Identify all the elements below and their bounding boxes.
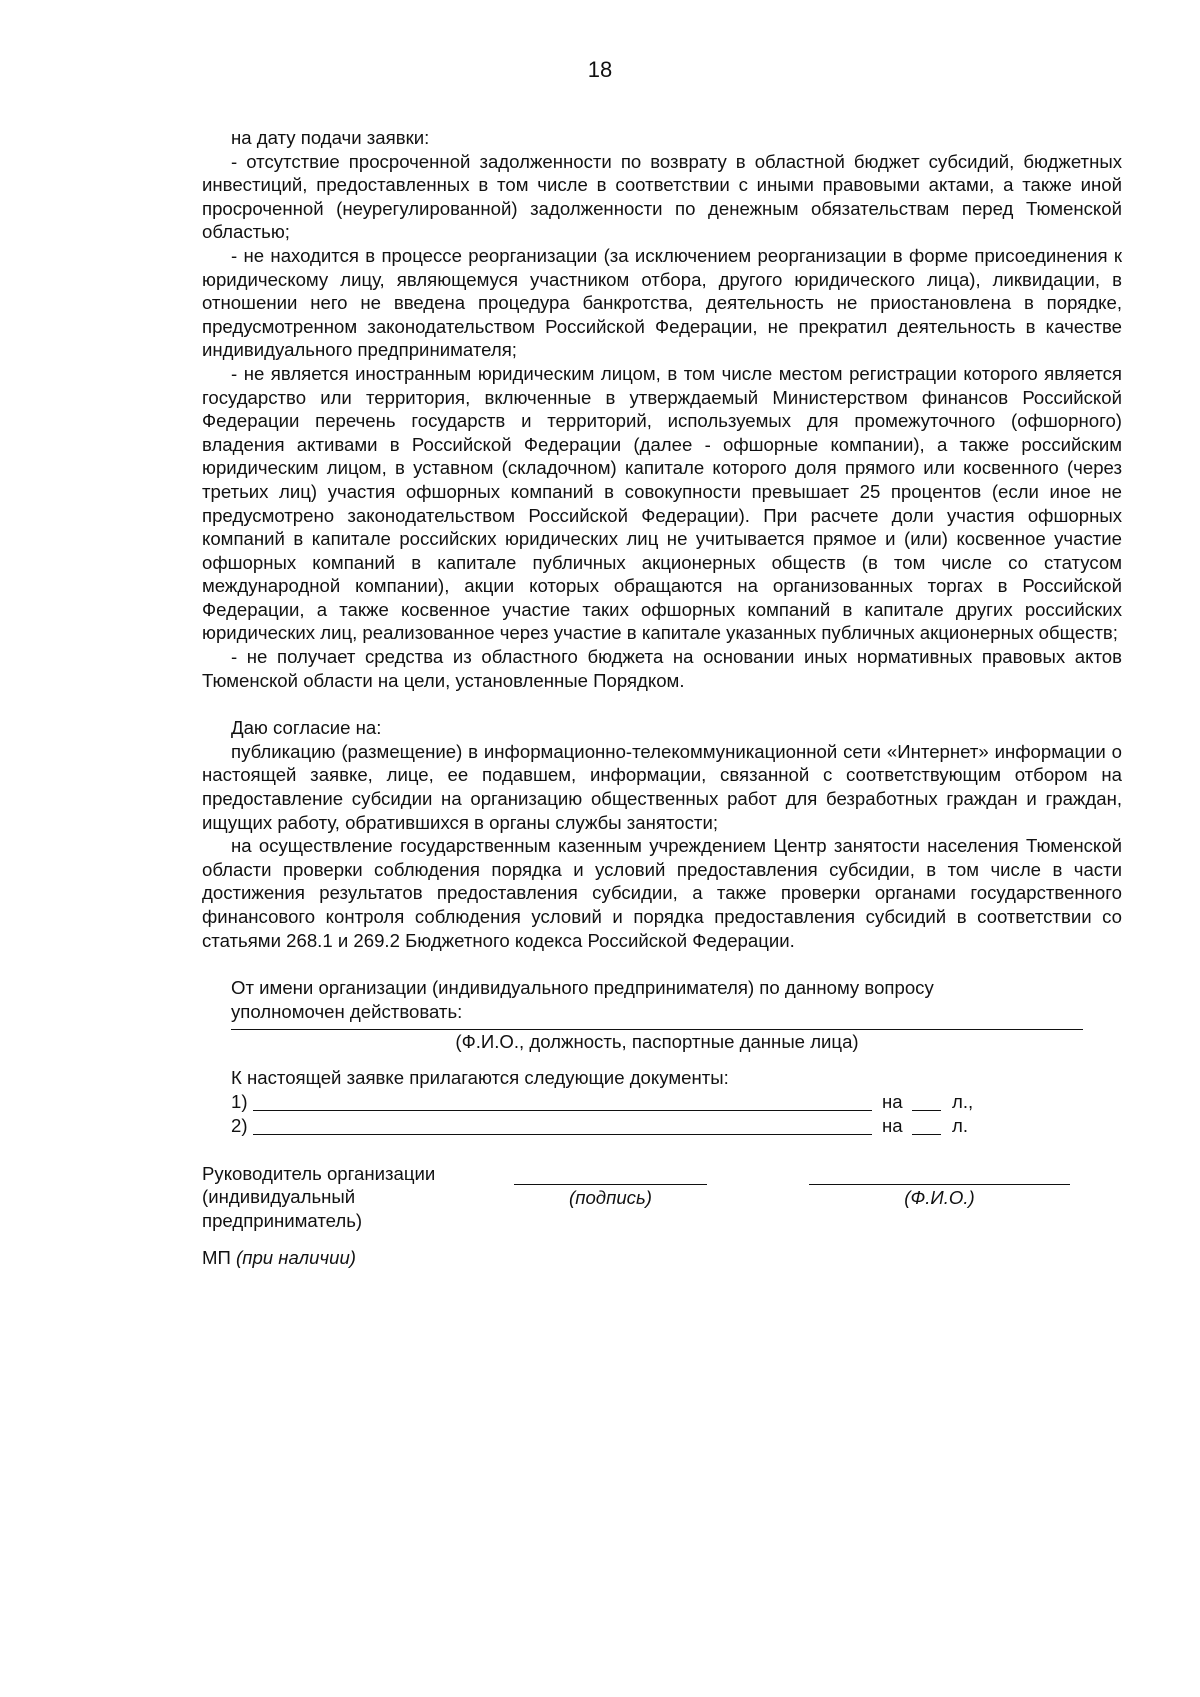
attachment-na: на (882, 1090, 903, 1112)
attachment-number: 1) (231, 1090, 248, 1112)
spacer (202, 1054, 1122, 1066)
attachment-na: на (882, 1114, 903, 1136)
attachments-heading: К настоящей заявке прилагаются следующие документы: (231, 1066, 729, 1088)
spacer (202, 1138, 1122, 1162)
authorized-text: От имени организации (индивидуального предпринимателя) по данному вопросу уполномочен действовать: (231, 977, 934, 1022)
requirement-item: - не получает средства из областного бюджета на основании иных нормативных правовых актов Тюменской области на цели, установленные Порядком. (202, 646, 1122, 691)
intro-line: на дату подачи заявки: (231, 127, 430, 148)
document-body (202, 126, 1122, 1269)
attachment-number: 2) (231, 1114, 248, 1136)
consent-item: на осуществление государственным казенным учреждением Центр занятости населения Тюменской области проверки соблюдения порядка и условий предоставления субсидии, в том числе в части достижения результатов предоставления субсидии, а также проверки органами государственного финансового контроля соблюдения условий и порядка предоставления субсидий в соответствии со статьями 268.1 и 269.2 Бюджетного кодекса Российской Федерации. (202, 835, 1122, 951)
stamp-label: МП (202, 1246, 231, 1268)
attachment-pages-line[interactable] (912, 1110, 941, 1111)
attachment-suffix: л. (952, 1114, 969, 1136)
stamp-line (202, 1246, 1122, 1270)
attachment-row (231, 1090, 1122, 1114)
signatory-role-line: (индивидуальный (202, 1186, 356, 1208)
signature-block (202, 1162, 1122, 1234)
authorized-caption: (Ф.И.О., должность, паспортные данные лица) (455, 1031, 859, 1053)
attachment-pages-line[interactable] (912, 1134, 941, 1135)
attachments-block (231, 1066, 1122, 1138)
spacer (202, 1234, 1122, 1246)
stamp-note: (при наличии) (236, 1246, 356, 1268)
signatory-role (202, 1162, 472, 1233)
name-caption: (Ф.И.О.) (904, 1186, 975, 1208)
page-number: 18 (587, 57, 613, 82)
spacer (202, 692, 1122, 716)
attachment-name-line[interactable] (253, 1134, 872, 1135)
signature-line[interactable] (514, 1184, 707, 1185)
attachment-row (231, 1114, 1122, 1138)
signatory-role-line: Руководитель организации (202, 1162, 436, 1184)
signature-caption: (подпись) (569, 1186, 652, 1208)
consent-item: публикацию (размещение) в информационно-телекоммуникационной сети «Интернет» информации о настоящей заявке, лице, ее подавшем, информации, связанной с соответствующим отбором на предоставление субсидии на организацию общественных работ для безработных граждан и граждан, ищущих работу, обратившихся в органы службы занятости; (202, 740, 1122, 833)
requirement-item: - не является иностранным юридическим лицом, в том числе местом регистрации которого является государство или территория, включенные в утверждаемый Министерством финансов Российской Федерации перечень государств и территорий, используемых для промежуточного (офшорного) владения активами в Российской Федерации (далее - офшорные компании), а также российским юридическим лицом, в уставном (складочном) капитале которого доля прямого или косвенного (через третьих лиц) участия офшорных компаний в совокупности превышает 25 процентов (если иное не предусмотрено законодательством Российской Федерации). При расчете доли участия офшорных компаний в капитале российских юридических лиц не учитывается прямое и (или) косвенное участие офшорных компаний в капитале публичных акционерных обществ (в том числе со статусом международной компании), акции которых обращаются на организованных торгах в Российской Федерации, а также косвенное участие таких офшорных компаний в капитале других российских юридических лиц, реализованное через участие в капитале указанных публичных акционерных обществ; (202, 362, 1122, 644)
spacer (202, 952, 1122, 976)
attachment-suffix: л., (952, 1090, 974, 1112)
authorized-block (231, 976, 1122, 1054)
signatory-role-line: предприниматель) (202, 1209, 363, 1231)
requirement-item: - отсутствие просроченной задолженности по возврату в областной бюджет субсидий, бюджетных инвестиций, предоставленных в том числе в соответствии с иными правовыми актами, а также иной просроченной (неурегулированной) задолженности по денежным обязательствам перед Тюменской областью; (202, 150, 1122, 243)
consent-heading: Даю согласие на: (231, 717, 382, 739)
attachment-name-line[interactable] (253, 1110, 872, 1111)
name-line[interactable] (809, 1184, 1070, 1185)
requirement-item: - не находится в процессе реорганизации (за исключением реорганизации в форме присоединения к юридическому лицу, являющемуся участником отбора, другого юридического лица), ликвидации, в отношении него не введена процедура банкротства, деятельность не приостановлена в порядке, предусмотренном законодательством Российской Федерации, не прекратил деятельность в качестве индивидуального предпринимателя; (202, 244, 1122, 361)
